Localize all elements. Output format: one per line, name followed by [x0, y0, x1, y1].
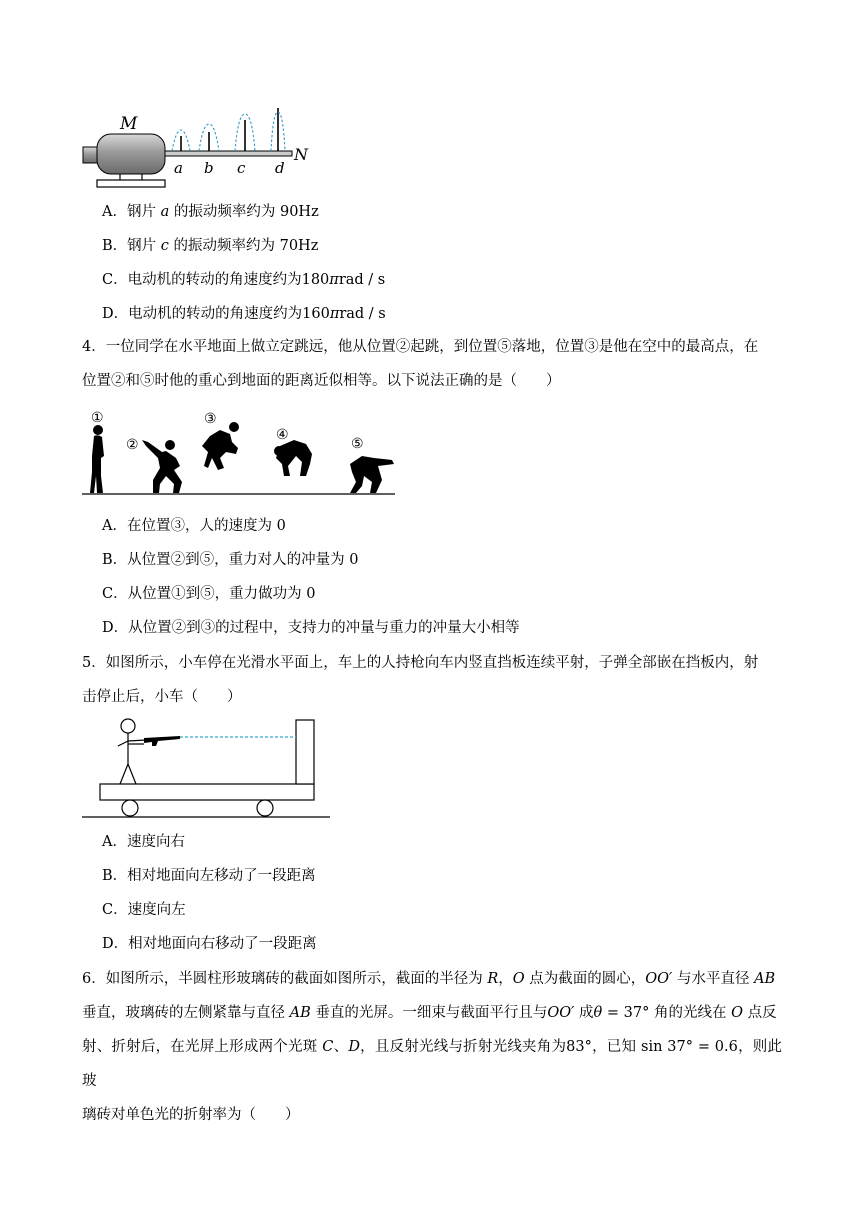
q6-stem-line1: 6．如图所示，半圆柱形玻璃砖的截面如图所示，截面的半径为 R，O 点为截面的圆心，OO′ 与水平直径 AB	[82, 971, 776, 987]
position-label-2: ②	[126, 437, 139, 453]
position-label-5: ⑤	[351, 436, 364, 452]
jumper-3	[202, 422, 239, 470]
q3-option-a: A．钢片 a 的振动频率约为 90Hz	[102, 204, 319, 220]
steel-rod	[165, 151, 292, 156]
q6-stem-line2: 垂直，玻璃砖的左侧紧靠与直径 AB 垂直的光屏。一细束与截面平行且与OO′ 成θ = 37° 角的光线在 O 点反	[82, 1005, 777, 1021]
reed-label-c: c	[237, 159, 246, 177]
cart-wheel-right	[257, 800, 273, 816]
q4-stem-line2: 位置②和⑤时他的重心到地面的距离近似相等。以下说法正确的是（ ）	[82, 373, 561, 389]
q4-option-d: D．从位置②到③的过程中，支持力的冲量与重力的冲量大小相等	[102, 620, 520, 636]
q5-stem	[82, 646, 782, 714]
cart-shooter-figure	[80, 714, 336, 820]
reed-label-d: d	[275, 159, 285, 177]
q4-option-c: C．从位置①到⑤，重力做功为 0	[102, 586, 316, 602]
q5-option-c: C．速度向左	[102, 902, 186, 918]
jumper-5	[350, 456, 394, 493]
shooter-person	[118, 719, 146, 784]
q4-stem-line1: 4．一位同学在水平地面上做立定跳远，他从位置②起跳，到位置⑤落地，位置③是他在空中的最高点，在	[82, 339, 759, 355]
reed-label-a: a	[174, 159, 183, 177]
q6-stem	[82, 962, 782, 1132]
motor-body	[97, 134, 165, 174]
position-label-3: ③	[204, 411, 217, 427]
q4-option-a: A．在位置③，人的速度为 0	[102, 518, 286, 534]
q5-option-a: A．速度向右	[102, 834, 185, 850]
q3-option-b: B．钢片 c 的振动频率约为 70Hz	[102, 238, 319, 254]
motor-base	[97, 180, 165, 187]
gun	[144, 736, 180, 746]
q5-option-d: D．相对地面向右移动了一段距离	[102, 936, 317, 952]
jumper-1	[90, 425, 104, 493]
q3-option-c: C．电动机的转动的角速度约为180πrad / s	[102, 272, 386, 288]
q5-stem-line1: 5．如图所示，小车停在光滑水平面上，车上的人持枪向车内竖直挡板连续平射，子弹全部嵌在挡板内，射	[82, 655, 759, 671]
cart-bed	[100, 784, 314, 800]
jumper-2	[142, 440, 182, 493]
position-label-1: ①	[91, 410, 104, 426]
q3-option-d: D．电动机的转动的角速度约为160πrad / s	[102, 306, 386, 322]
position-label-4: ④	[276, 427, 289, 443]
q6-stem-line4: 璃砖对单色光的折射率为（ ）	[82, 1107, 300, 1123]
jumper-4	[274, 440, 312, 476]
motor-label: M	[120, 114, 138, 134]
q4-option-b: B．从位置②到⑤，重力对人的冲量为 0	[102, 552, 359, 568]
q4-stem	[82, 330, 782, 398]
reed-label-b: b	[204, 159, 214, 177]
cart-wheel-left	[122, 800, 138, 816]
q6-stem-line3: 射、折射后，在光屏上形成两个光斑 C、D，且反射光线与折射光线夹角为83°，已知 sin 37° = 0.6，则此玻	[82, 1039, 783, 1089]
q5-stem-line2: 击停止后，小车（ ）	[82, 689, 242, 705]
motor-reed-figure	[80, 100, 320, 192]
end-label: N	[294, 145, 308, 164]
vertical-board	[296, 720, 314, 784]
long-jump-figure	[80, 406, 400, 500]
q5-option-b: B．相对地面向左移动了一段距离	[102, 868, 316, 884]
